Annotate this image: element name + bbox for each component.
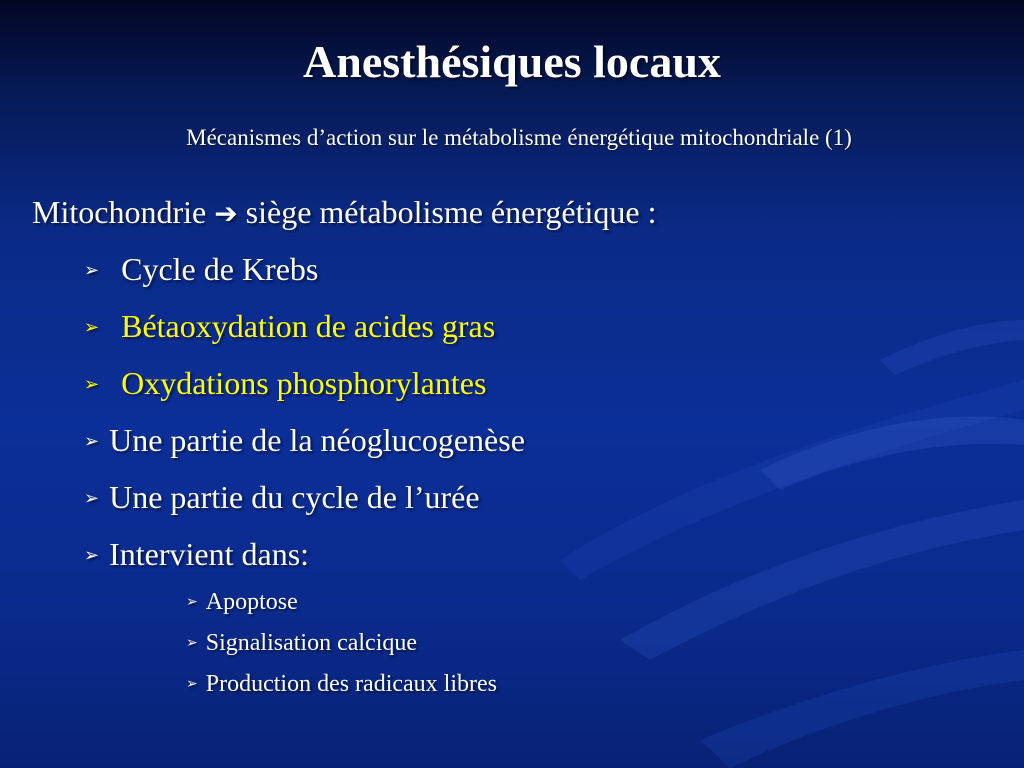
arrowhead-bullet-icon: ➢ — [84, 317, 100, 338]
list-item — [84, 420, 525, 462]
arrowhead-bullet-icon: ➢ — [186, 635, 198, 651]
intro-text-after: siège métabolisme énergétique : — [245, 194, 657, 230]
item-text-intervient: Intervient dans: — [109, 536, 310, 572]
slide-subtitle: Mécanismes d’action sur le métabolisme énergétique mitochondriale (1) — [186, 125, 852, 150]
list-item — [84, 306, 495, 348]
arrowhead-bullet-icon: ➢ — [84, 545, 100, 566]
sub-list-item — [186, 628, 417, 658]
intro-line — [32, 192, 656, 234]
right-arrow-icon: ➔ — [214, 197, 238, 230]
item-text-krebs: Cycle de Krebs — [121, 251, 319, 287]
sub-list-item — [186, 587, 298, 617]
item-text-neoglucogenese: Une partie de la néoglucogenèse — [109, 422, 525, 458]
intro-text-before: Mitochondrie — [32, 194, 207, 230]
sub-list-item — [186, 669, 497, 699]
item-text-betaoxydation: Bétaoxydation de acides gras — [121, 308, 496, 344]
arrowhead-bullet-icon: ➢ — [84, 260, 100, 281]
subitem-text-apoptose: Apoptose — [205, 589, 298, 615]
arrowhead-bullet-icon: ➢ — [84, 488, 100, 509]
list-item — [84, 363, 486, 405]
arrowhead-bullet-icon: ➢ — [186, 676, 198, 692]
slide-title: Anesthésiques locaux — [303, 36, 721, 87]
arrowhead-bullet-icon: ➢ — [186, 594, 198, 610]
list-item — [84, 249, 318, 291]
item-text-oxydations: Oxydations phosphorylantes — [121, 365, 487, 401]
list-item — [84, 534, 309, 576]
subitem-text-radicaux: Production des radicaux libres — [205, 671, 497, 697]
arrowhead-bullet-icon: ➢ — [84, 431, 100, 452]
arrowhead-bullet-icon: ➢ — [84, 374, 100, 395]
item-text-uree: Une partie du cycle de l’urée — [109, 479, 480, 515]
subitem-text-signalisation: Signalisation calcique — [205, 630, 418, 656]
list-item — [84, 477, 480, 519]
